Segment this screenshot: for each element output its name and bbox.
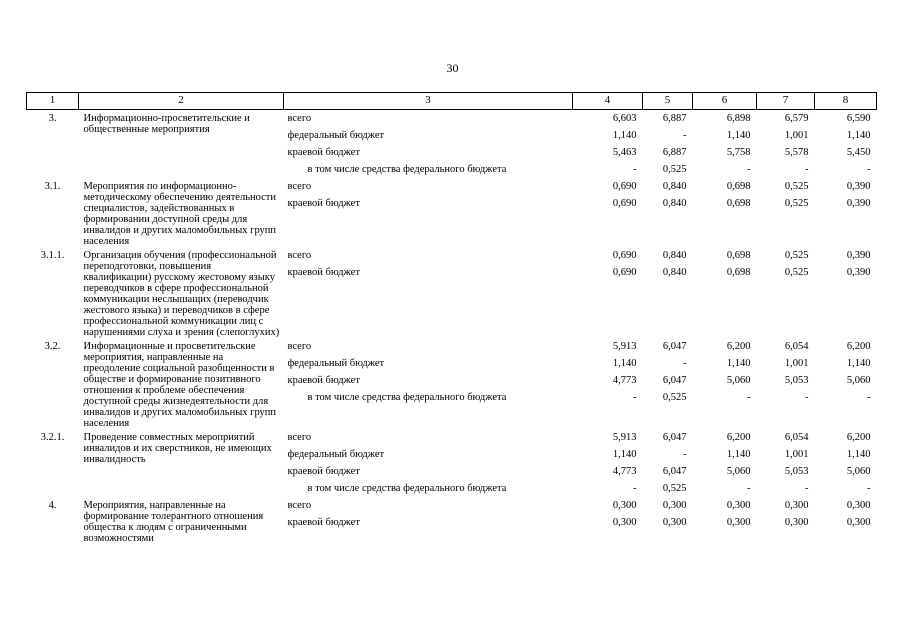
budget-value: - (633, 164, 637, 175)
budget-value: - (633, 483, 637, 494)
year-value-column (643, 178, 693, 247)
budget-value: 1,140 (846, 358, 871, 369)
funding-source-label: в том числе средства федерального бюджета (307, 483, 507, 494)
budget-value: 5,758 (726, 147, 751, 158)
item-number (27, 497, 79, 544)
item-name-text: Организация обучения (профессиональной переподготовки, повышения квалификации) русскому жестовому языку переводчиков в сфере профессиональной коммуникации неслышащих (переводчик жестового языка) и переводчиков в сфере профессиональной коммуникации лиц с нарушениями слуха и зрения (слепоглухих) (83, 250, 280, 338)
year-value-column (757, 247, 815, 338)
item-number-text: 3.1.1. (40, 250, 65, 261)
item-name-text: Информационно-просветительские и общественные мероприятия (83, 113, 250, 135)
budget-value: 0,390 (846, 267, 871, 278)
table-header-row (27, 93, 877, 110)
funding-source-label: краевой бюджет (287, 375, 360, 386)
budget-value: 0,525 (784, 267, 809, 278)
year-value-column (693, 178, 757, 247)
item-name (79, 178, 284, 247)
budget-value: 6,047 (662, 432, 687, 443)
budget-value: 0,525 (784, 250, 809, 261)
column-header: 3 (284, 93, 573, 110)
budget-value: - (683, 449, 687, 460)
funding-sources (284, 429, 573, 497)
funding-source-label: в том числе средства федерального бюджета (307, 392, 507, 403)
year-value-column (815, 338, 877, 429)
year-value-column (757, 338, 815, 429)
column-header: 1 (27, 93, 79, 110)
funding-sources (284, 497, 573, 544)
funding-source-label: всего (287, 113, 312, 124)
budget-value: 6,047 (662, 466, 687, 477)
item-name (79, 110, 284, 179)
budget-value: 0,840 (662, 267, 687, 278)
budget-value: 1,140 (612, 358, 637, 369)
budget-value: 6,200 (726, 432, 751, 443)
table-row (27, 497, 877, 544)
column-header: 7 (757, 93, 815, 110)
budget-value: 4,773 (612, 466, 637, 477)
budget-value: 5,060 (726, 466, 751, 477)
item-number-text: 3.2. (44, 341, 61, 352)
budget-value: 1,140 (846, 449, 871, 460)
budget-value: 5,463 (612, 147, 637, 158)
budget-value: 5,913 (612, 341, 637, 352)
funding-source-label: всего (287, 432, 312, 443)
funding-source-label: краевой бюджет (287, 517, 360, 528)
budget-value: 6,200 (726, 341, 751, 352)
budget-value: 0,525 (662, 392, 687, 403)
funding-source-label: федеральный бюджет (287, 358, 385, 369)
year-value-column (815, 497, 877, 544)
budget-value: 0,390 (846, 250, 871, 261)
budget-value: 1,001 (784, 130, 809, 141)
budget-value: 0,300 (846, 517, 871, 528)
budget-value: - (805, 164, 809, 175)
year-value-column (693, 110, 757, 179)
budget-value: - (805, 392, 809, 403)
budget-value: 6,887 (662, 147, 687, 158)
budget-value: - (867, 483, 871, 494)
funding-source-label: краевой бюджет (287, 198, 360, 209)
budget-value: - (747, 392, 751, 403)
column-header: 5 (643, 93, 693, 110)
column-header: 6 (693, 93, 757, 110)
budget-value: - (683, 358, 687, 369)
budget-value: 6,603 (612, 113, 637, 124)
budget-value: 6,054 (784, 341, 809, 352)
budget-value: 0,390 (846, 181, 871, 192)
budget-value: 0,690 (612, 198, 637, 209)
item-name (79, 247, 284, 338)
year-value-column (693, 497, 757, 544)
budget-value: 1,140 (726, 130, 751, 141)
item-number (27, 178, 79, 247)
funding-sources (284, 338, 573, 429)
budget-value: 5,053 (784, 375, 809, 386)
year-value-column (757, 178, 815, 247)
budget-value: - (867, 392, 871, 403)
funding-source-label: федеральный бюджет (287, 449, 385, 460)
year-value-column (643, 110, 693, 179)
budget-value: 6,579 (784, 113, 809, 124)
budget-value: 0,690 (612, 267, 637, 278)
funding-source-label: всего (287, 181, 312, 192)
year-value-column (573, 110, 643, 179)
item-number-text: 3.1. (44, 181, 61, 192)
budget-value: 5,053 (784, 466, 809, 477)
budget-value: 1,140 (612, 449, 637, 460)
item-name-text: Мероприятия по информационно-методическому обеспечению деятельности специалистов, задействованных в формировании доступной среды для инвалидов и других маломобильных групп населения (83, 181, 277, 247)
budget-value: 1,140 (612, 130, 637, 141)
budget-value: - (683, 130, 687, 141)
budget-value: 0,698 (726, 198, 751, 209)
budget-value: 0,840 (662, 181, 687, 192)
budget-value: 6,047 (662, 375, 687, 386)
item-number-text: 3.2.1. (40, 432, 65, 443)
budget-value: 1,140 (846, 130, 871, 141)
item-number (27, 338, 79, 429)
budget-value: 6,047 (662, 341, 687, 352)
budget-table (26, 92, 877, 544)
budget-value: 0,525 (784, 198, 809, 209)
budget-value: 5,060 (846, 466, 871, 477)
budget-value: 0,525 (662, 483, 687, 494)
funding-sources (284, 110, 573, 179)
year-value-column (573, 338, 643, 429)
year-value-column (573, 497, 643, 544)
budget-value: 6,590 (846, 113, 871, 124)
item-number (27, 110, 79, 179)
year-value-column (643, 497, 693, 544)
budget-value: 0,300 (662, 517, 687, 528)
funding-source-label: всего (287, 250, 312, 261)
budget-value: 0,840 (662, 250, 687, 261)
budget-value: 6,200 (846, 432, 871, 443)
budget-value: 0,390 (846, 198, 871, 209)
year-value-column (757, 429, 815, 497)
funding-sources (284, 178, 573, 247)
budget-value: 0,698 (726, 267, 751, 278)
budget-value: - (805, 483, 809, 494)
budget-value: - (747, 164, 751, 175)
year-value-column (573, 247, 643, 338)
table-row (27, 338, 877, 429)
table-row (27, 178, 877, 247)
budget-value: 0,840 (662, 198, 687, 209)
funding-source-label: краевой бюджет (287, 267, 360, 278)
budget-value: 1,140 (726, 358, 751, 369)
year-value-column (693, 247, 757, 338)
year-value-column (757, 110, 815, 179)
item-number-text: 3. (48, 113, 57, 124)
budget-value: 0,300 (784, 517, 809, 528)
funding-source-label: всего (287, 341, 312, 352)
item-name-text: Проведение совместных мероприятий инвалидов и их сверстников, не имеющих инвалидность (83, 432, 272, 465)
budget-value: 5,060 (846, 375, 871, 386)
column-header: 4 (573, 93, 643, 110)
year-value-column (815, 110, 877, 179)
budget-value: 6,054 (784, 432, 809, 443)
year-value-column (573, 178, 643, 247)
year-value-column (573, 429, 643, 497)
item-number-text: 4. (48, 500, 57, 511)
budget-value: 0,698 (726, 250, 751, 261)
page-number: 30 (446, 61, 459, 75)
budget-value: 6,898 (726, 113, 751, 124)
budget-value: 1,140 (726, 449, 751, 460)
item-name-text: Мероприятия, направленные на формирование толерантного отношения общества к людям с ограниченными возможностями (83, 500, 264, 544)
budget-value: 5,450 (846, 147, 871, 158)
budget-value: - (867, 164, 871, 175)
budget-value: 6,887 (662, 113, 687, 124)
item-name (79, 429, 284, 497)
year-value-column (815, 429, 877, 497)
budget-value: 1,001 (784, 449, 809, 460)
funding-source-label: в том числе средства федерального бюджета (307, 164, 507, 175)
budget-value: 0,300 (726, 517, 751, 528)
column-header: 8 (815, 93, 877, 110)
year-value-column (693, 429, 757, 497)
funding-source-label: федеральный бюджет (287, 130, 385, 141)
year-value-column (693, 338, 757, 429)
year-value-column (643, 338, 693, 429)
budget-value: 0,525 (784, 181, 809, 192)
year-value-column (815, 178, 877, 247)
budget-value: 0,690 (612, 181, 637, 192)
budget-value: 0,525 (662, 164, 687, 175)
funding-source-label: краевой бюджет (287, 147, 360, 158)
budget-value: 0,300 (846, 500, 871, 511)
budget-value: 0,300 (612, 517, 637, 528)
budget-value: 1,001 (784, 358, 809, 369)
funding-source-label: краевой бюджет (287, 466, 360, 477)
item-number (27, 429, 79, 497)
budget-value: 5,060 (726, 375, 751, 386)
item-name-text: Информационные и просветительские мероприятия, направленные на преодоление социальной разобщенности в обществе и формирование позитивного отношения к проблеме обеспечения доступной среды жизнедеятельности для инвалидов и других маломобильных групп населения (83, 341, 277, 429)
budget-value: 5,913 (612, 432, 637, 443)
item-number (27, 247, 79, 338)
year-value-column (643, 429, 693, 497)
year-value-column (643, 247, 693, 338)
table-row (27, 110, 877, 179)
item-name (79, 338, 284, 429)
budget-value: 0,300 (784, 500, 809, 511)
budget-value: 0,698 (726, 181, 751, 192)
column-header: 2 (79, 93, 284, 110)
funding-source-label: всего (287, 500, 312, 511)
budget-value: 5,578 (784, 147, 809, 158)
budget-value: 4,773 (612, 375, 637, 386)
table-row (27, 429, 877, 497)
budget-value: 6,200 (846, 341, 871, 352)
funding-sources (284, 247, 573, 338)
year-value-column (757, 497, 815, 544)
item-name (79, 497, 284, 544)
year-value-column (815, 247, 877, 338)
budget-value: - (633, 392, 637, 403)
budget-value: 0,300 (662, 500, 687, 511)
budget-value: 0,690 (612, 250, 637, 261)
budget-value: 0,300 (612, 500, 637, 511)
table-row (27, 247, 877, 338)
budget-value: - (747, 483, 751, 494)
budget-value: 0,300 (726, 500, 751, 511)
